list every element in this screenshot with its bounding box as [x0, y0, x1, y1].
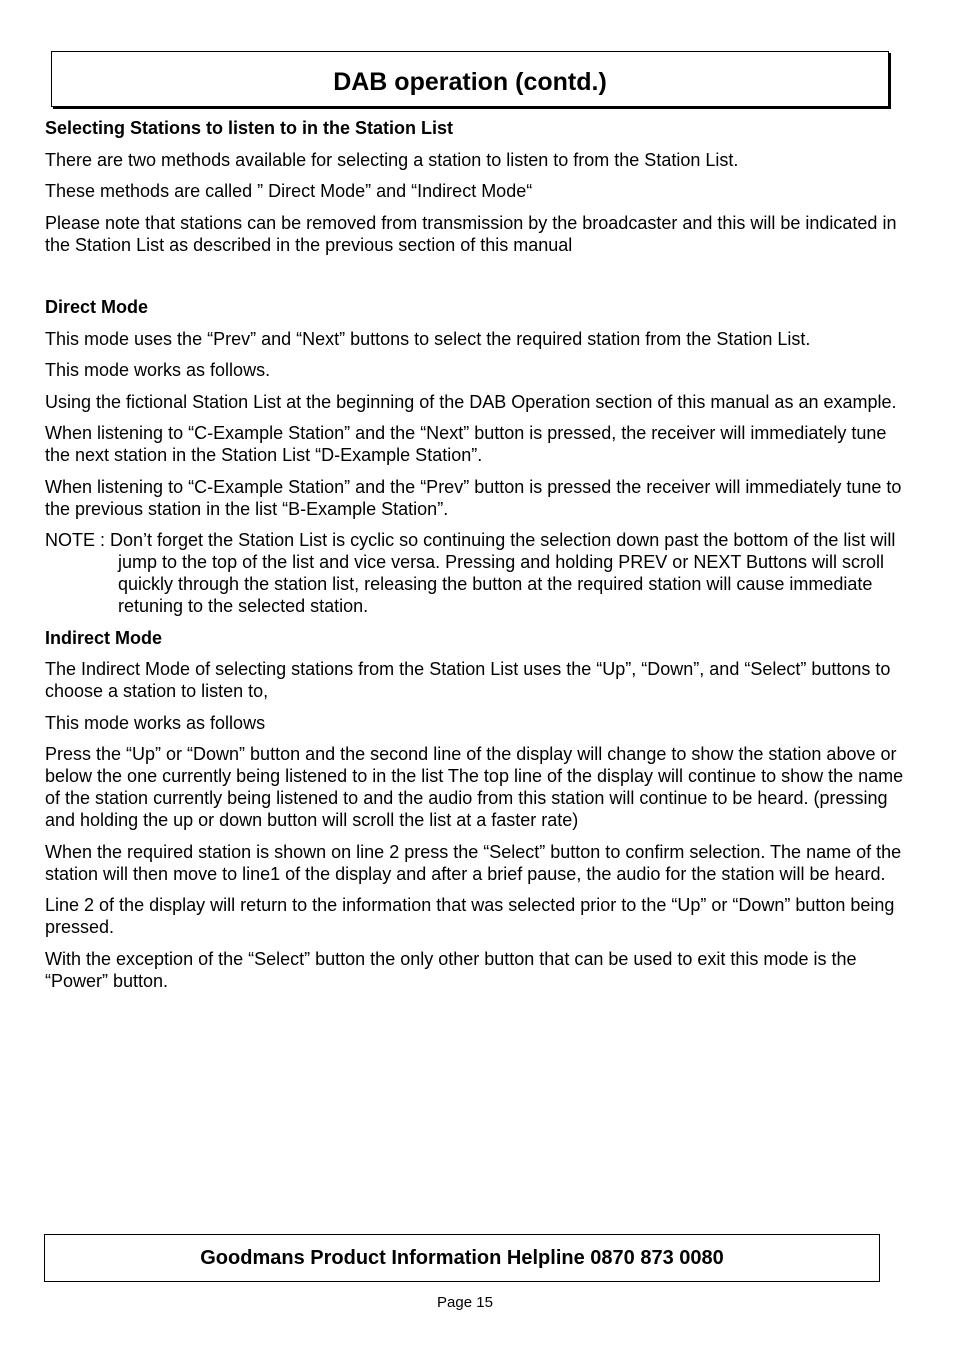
page-title-box — [51, 51, 889, 107]
paragraph: There are two methods available for selecting a station to listen to from the Station List. — [45, 149, 739, 170]
page-number: Page 15 — [437, 1294, 493, 1311]
paragraph: Using the fictional Station List at the beginning of the DAB Operation section of this manual as an example. — [45, 391, 897, 412]
direct-mode-heading: Direct Mode — [45, 297, 149, 317]
paragraph: When listening to “C-Example Station” and the “Prev” button is pressed the receiver will immediately tune to the previous station in the list “B-Example Station”. — [45, 476, 902, 519]
indirect-mode-heading: Indirect Mode — [45, 627, 163, 648]
helpline-text: Goodmans Product Information Helpline 0870 873 0080 — [200, 1247, 724, 1269]
paragraph: This mode works as follows — [45, 712, 266, 733]
paragraph: The Indirect Mode of selecting stations from the Station List uses the “Up”, “Down”, and “Select” buttons to choose a station to listen to, — [45, 659, 891, 701]
paragraph: This mode works as follows. — [45, 360, 271, 380]
paragraph: These methods are called ” Direct Mode” and “Indirect Mode“ — [45, 181, 533, 201]
paragraph: This mode uses the “Prev” and “Next” buttons to select the required station from the Station List. — [45, 328, 811, 349]
paragraph: Please note that stations can be removed from transmission by the broadcaster and this will be indicated in the Station List as described in the previous section of this manual — [45, 212, 897, 255]
helpline-box — [44, 1234, 880, 1282]
section-spacer — [45, 265, 915, 296]
paragraph: Press the “Up” or “Down” button and the second line of the display will change to show the station above or below the one currently being listened to in the list The top line of the display will continue to show the name of the station currently being listened to and the audio from this station will continue to be heard. (pressing and holding the up or down button will scroll the list at a faster rate) — [45, 744, 904, 830]
page-content — [45, 117, 915, 1001]
paragraph: When listening to “C-Example Station” and the “Next” button is pressed, the receiver will immediately tune the next station in the Station List “D-Example Station”. — [45, 423, 887, 465]
paragraph: Line 2 of the display will return to the information that was selected prior to the “Up” or “Down” button being pressed. — [45, 895, 895, 937]
paragraph: With the exception of the “Select” button the only other button that can be used to exit this mode is the “Power” button. — [45, 948, 857, 991]
page-title: DAB operation (contd.) — [333, 68, 607, 96]
direct-mode-note: NOTE : Don’t forget the Station List is cyclic so continuing the selection down past the bottom of the list will jump to the top of the list and vice versa. Pressing and holding PREV or NEXT Buttons will scroll quickly through the station list, releasing the button at the required station will cause immediate retuning to the selected station. — [45, 530, 896, 616]
station-list-heading: Selecting Stations to listen to in the Station List — [45, 118, 454, 138]
paragraph: When the required station is shown on line 2 press the “Select” button to confirm selection. The name of the station will then move to line1 of the display and after a brief pause, the audio for the station will be heard. — [45, 841, 902, 884]
